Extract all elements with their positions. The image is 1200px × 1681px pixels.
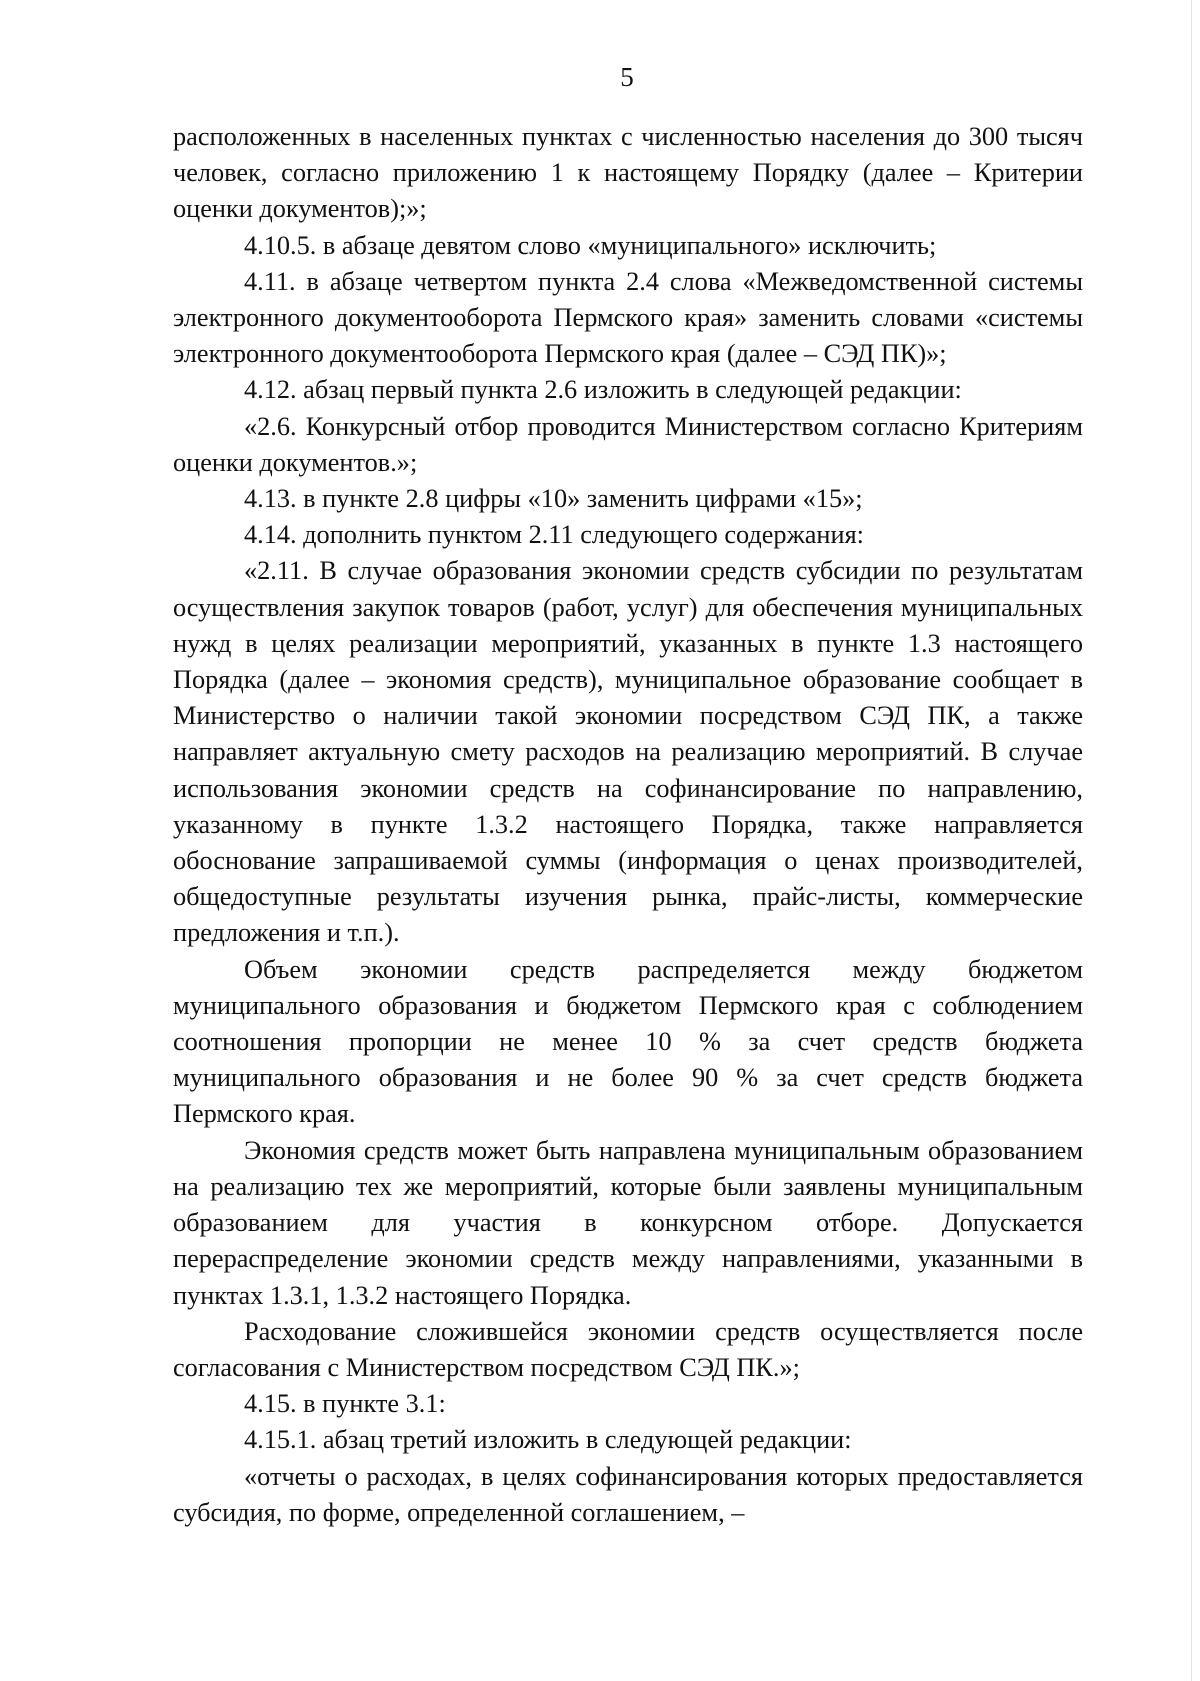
document-body [173,119,1083,1531]
paragraph-8: «2.11. В случае образования экономии средств субсидии по результатам осуществления закупок товаров (работ, услуг) для обеспечения муниципальных нужд в целях реализации мероприятий, указанных в пункте 1.3 настоящего Порядка (далее – экономия средств), муниципальное образование сообщает в Министерство о наличии такой экономии посредством СЭД ПК, а также направляет актуальную смету расходов на реализацию мероприятий. В случае использования экономии средств на софинансирование по направлению, указанному в пункте 1.3.2 настоящего Порядка, также направляется обоснование запрашиваемой суммы (информация о ценах производителей, общедоступные результаты изучения рынка, прайс-листы, коммерческие предложения и т.п.). [173,556,1083,948]
paragraph-12: 4.15. в пункте 3.1: [244,1389,446,1419]
paragraph-4: 4.12. абзац первый пункта 2.6 изложить в следующей редакции: [244,375,962,405]
paragraph-13: 4.15.1. абзац третий изложить в следующей редакции: [244,1425,852,1455]
paragraph-14: «отчеты о расходах, в целях софинансирования которых предоставляется субсидия, по форме, определенной соглашением, – [173,1461,1083,1527]
page-number: 5 [620,62,634,92]
paragraph-2: 4.10.5. в абзаце девятом слово «муниципального» исключить; [244,230,937,260]
paragraph-5: «2.6. Конкурсный отбор проводится Министерством согласно Критериям оценки документов.»; [173,411,1083,477]
paragraph-10: Экономия средств может быть направлена муниципальным образованием на реализацию тех же мероприятий, которые были заявлены муниципальным образованием для участия в конкурсном отборе. Допускается перераспределение экономии средств между направлениями, указанными в пунктах 1.3.1, 1.3.2 настоящего Порядка. [173,1135,1083,1310]
paragraph-1: расположенных в населенных пунктах с численностью населения до 300 тысяч человек, согласно приложению 1 к настоящему Порядку (далее – Критерии оценки документов);»; [173,122,1083,224]
page-edge [1191,0,1192,1681]
paragraph-3: 4.11. в абзаце четвертом пункта 2.4 слова «Межведомственной системы электронного документооборота Пермского края» заменить словами «системы электронного документооборота Пермского края (далее – СЭД ПК)»; [173,266,1083,369]
paragraph-11: Расходование сложившейся экономии средств осуществляется после согласования с Министерством посредством СЭД ПК.»; [173,1316,1083,1382]
paragraph-7: 4.14. дополнить пунктом 2.11 следующего содержания: [244,520,864,550]
paragraph-6: 4.13. в пункте 2.8 цифры «10» заменить цифрами «15»; [244,484,863,514]
paragraph-9: Объем экономии средств распределяется между бюджетом муниципального образования и бюджетом Пермского края с соблюдением соотношения пропорции не менее 10 % за счет средств бюджета муниципального образования и не более 90 % за счет средств бюджета Пермского края. [173,954,1083,1129]
